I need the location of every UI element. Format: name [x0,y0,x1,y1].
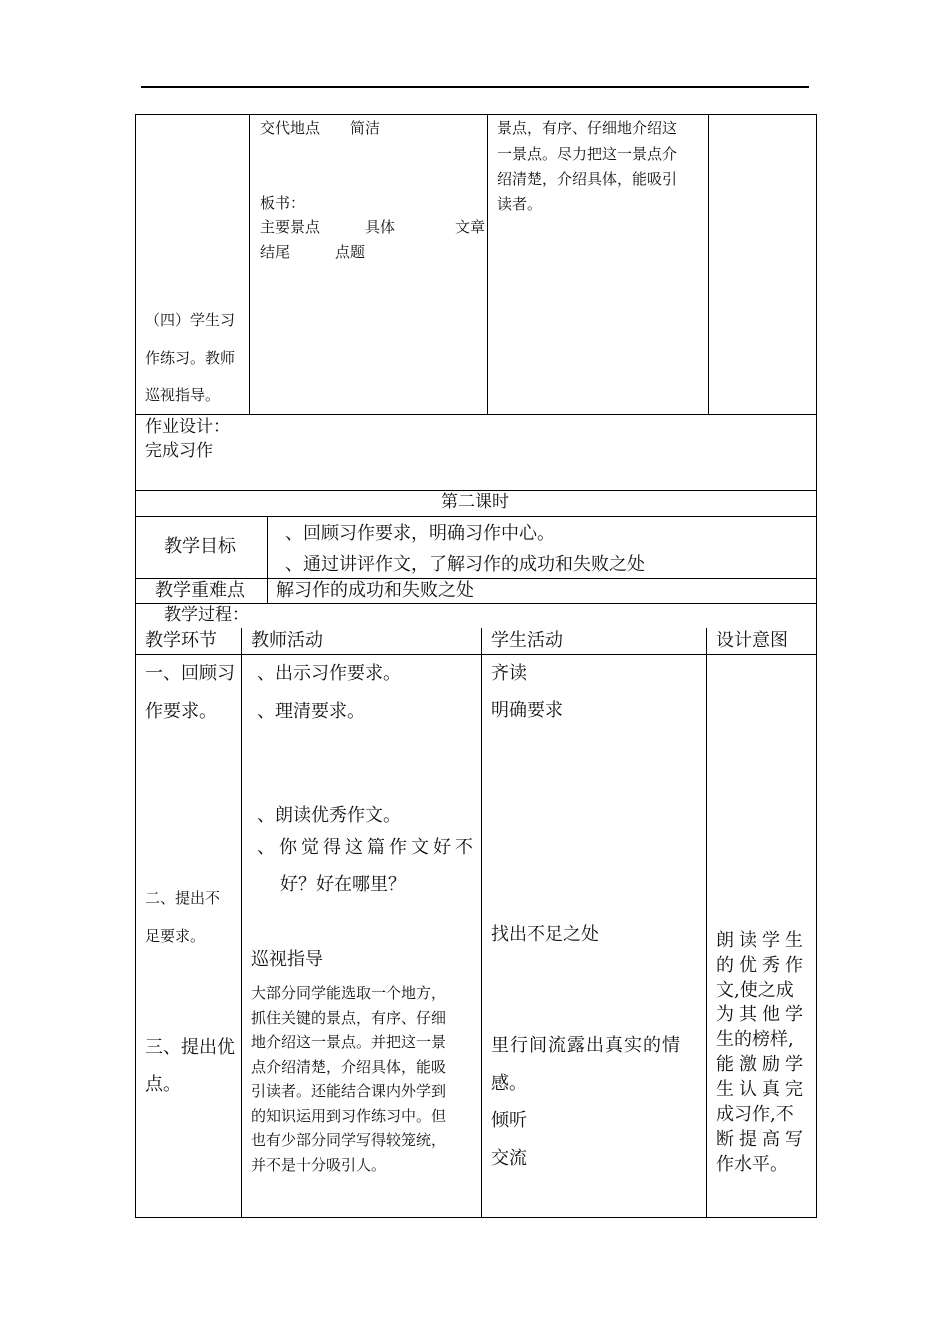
board-label: 板书： [260,194,306,212]
goal-item: 、通过讲评作文，了解习作的成功和失败之处 [285,554,645,575]
teacher-activity: 巡视指导 [251,949,323,970]
stage-label: 作要求。 [145,701,217,722]
homework-label: 作业设计： [145,417,230,437]
student-activity: 交流 [491,1148,527,1169]
intent-line: 断提高写 [716,1129,808,1150]
teacher-cell-line: 交代地点 简洁 [260,119,381,137]
stage-label: 足要求。 [145,927,206,945]
student-cell-line: 绍清楚，介绍具体，能吸引 [497,170,678,188]
lesson-title: 第二课时 [441,492,509,512]
teacher-activity: 、你觉得这篇作文好不 [257,837,477,858]
student-activity: 齐读 [491,663,527,684]
student-activity: 里行间流露出真实的情 [491,1035,681,1056]
column-header: 设计意图 [716,630,788,651]
goals-label: 教学目标 [164,536,236,557]
teacher-comment-line: 引读者。还能结合课内外学到 [251,1082,447,1100]
header-rule [141,86,809,88]
stage-label: 三、提出优 [145,1037,235,1058]
intent-line: 文,使之成 [716,980,794,1001]
stage-label: 点。 [145,1074,181,1095]
goal-item: 、回顾习作要求，明确习作中心。 [285,523,555,544]
intent-line: 生认真完 [716,1079,808,1100]
difficulty-content: 解习作的成功和失败之处 [276,580,474,601]
teacher-comment-line: 的知识运用到习作练习中。但 [251,1107,447,1125]
teacher-comment-line: 也有少部分同学写得较笼统， [251,1131,447,1149]
teacher-activity: 、出示习作要求。 [257,663,401,684]
teacher-activity: 、朗读优秀作文。 [257,805,401,826]
stage-cell-line: 巡视指导。 [145,386,221,404]
board-line: 结尾 点题 [260,243,366,261]
homework-content: 完成习作 [145,441,213,461]
intent-line: 为其他学 [716,1004,808,1025]
teacher-activity: 好？好在哪里？ [280,874,406,895]
intent-line: 能激励学 [716,1054,808,1075]
stage-label: 一、回顾习 [145,663,235,684]
teacher-comment-line: 点介绍清楚，介绍具体，能吸 [251,1058,447,1076]
teacher-comment-line: 大部分同学能选取一个地方， [251,984,447,1002]
column-header: 学生活动 [491,630,563,651]
student-cell-line: 景点，有序、仔细地介绍这 [497,119,678,137]
intent-line: 的优秀作 [716,955,808,976]
intent-line: 作水平。 [716,1154,788,1175]
student-activity: 找出不足之处 [491,924,599,945]
teacher-activity: 、理清要求。 [257,701,365,722]
student-activity: 感。 [491,1073,527,1094]
intent-line: 朗读学生 [716,930,808,951]
board-line: 主要景点 具体 文章 [260,218,486,236]
stage-cell-line: 作练习。教师 [145,349,236,367]
stage-cell-line: （四）学生习 [145,311,236,329]
student-activity: 倾听 [491,1110,527,1131]
teacher-comment-line: 地介绍这一景点。并把这一景 [251,1033,447,1051]
process-label: 教学过程： [164,605,249,625]
student-activity: 明确要求 [491,700,563,721]
difficulty-label: 教学重难点 [155,580,245,601]
student-cell-line: 读者。 [497,195,543,213]
teacher-comment-line: 抓住关键的景点，有序、仔细 [251,1009,447,1027]
intent-line: 生的榜样, [716,1029,794,1050]
column-header: 教学环节 [145,630,217,651]
column-header: 教师活动 [251,630,323,651]
intent-line: 成习作,不 [716,1104,794,1125]
teacher-comment-line: 并不是十分吸引人。 [251,1156,387,1174]
stage-label: 二、提出不 [145,889,221,907]
student-cell-line: 一景点。尽力把这一景点介 [497,145,678,163]
